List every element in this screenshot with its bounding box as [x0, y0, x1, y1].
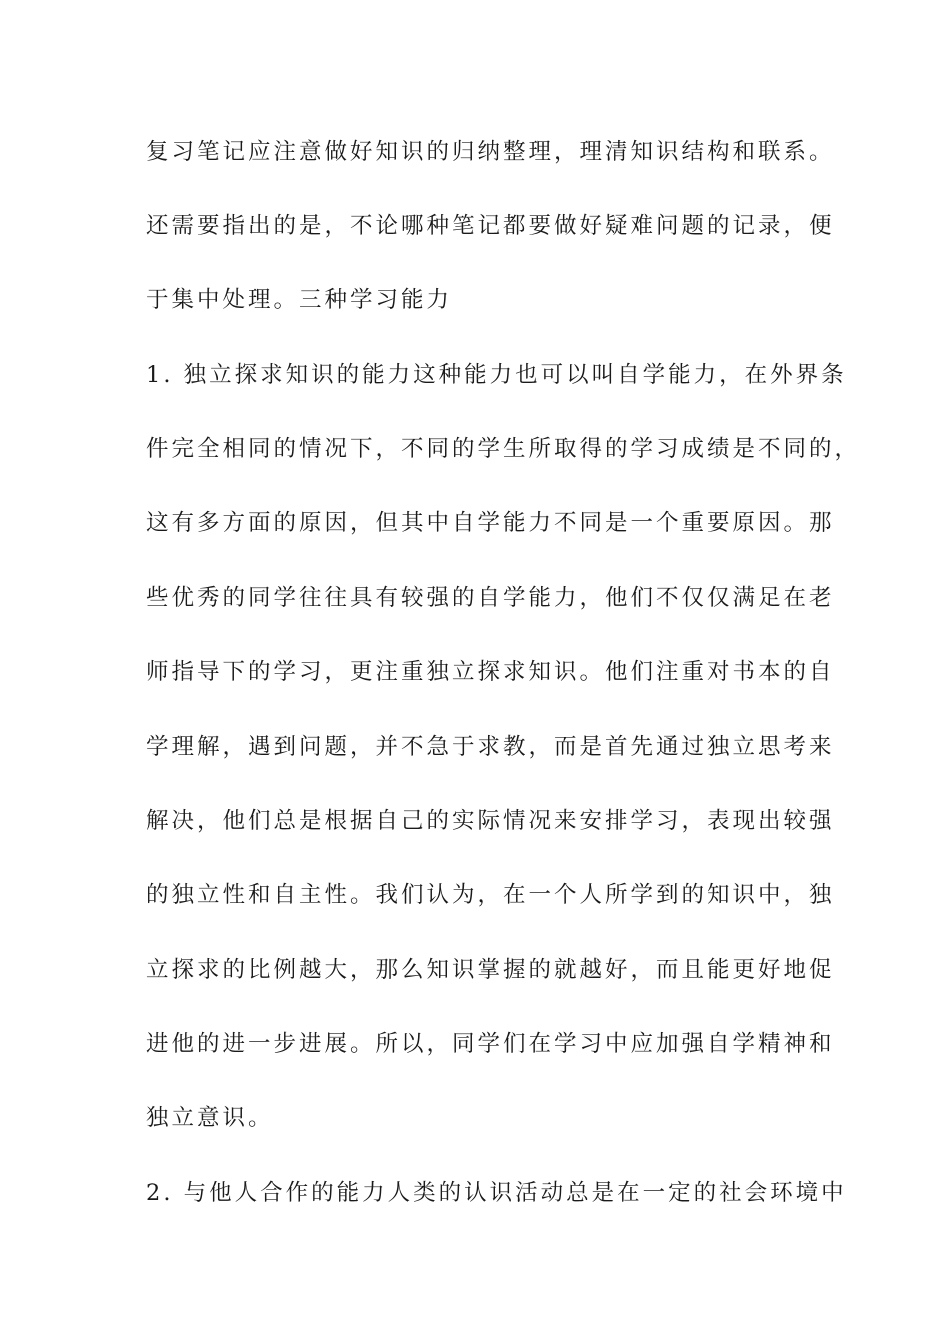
- text-line: 独立意识。: [146, 1105, 274, 1131]
- text-line: 的独立性和自主性。我们认为，在一个人所学到的知识中，独: [146, 882, 835, 908]
- text-line: 复习笔记应注意做好知识的归纳整理，理清知识结构和联系。: [146, 139, 835, 165]
- text-line: 于集中处理。三种学习能力: [146, 287, 453, 313]
- text-line: 学理解，遇到问题，并不急于求教，而是首先通过独立思考来: [146, 734, 835, 760]
- text-line: 进他的进一步进展。所以，同学们在学习中应加强自学精神和: [146, 1031, 835, 1057]
- text-line: 些优秀的同学往往具有较强的自学能力，他们不仅仅满足在老: [146, 585, 835, 611]
- text-line: 件完全相同的情况下，不同的学生所取得的学习成绩是不同的，: [146, 436, 861, 462]
- text-line: 立探求的比例越大，那么知识掌握的就越好，而且能更好地促: [146, 957, 835, 983]
- text-line: 解决，他们总是根据自己的实际情况来安排学习，表现出较强: [146, 808, 835, 834]
- list-item-heading: 2. 与他人合作的能力人类的认识活动总是在一定的社会环境中: [146, 1180, 847, 1206]
- text-line: 还需要指出的是，不论哪种笔记都要做好疑难问题的记录，便: [146, 213, 835, 239]
- text-line: 这有多方面的原因，但其中自学能力不同是一个重要原因。那: [146, 510, 835, 536]
- list-item-heading: 1. 独立探求知识的能力这种能力也可以叫自学能力，在外界条: [146, 362, 847, 388]
- text-line: 师指导下的学习，更注重独立探求知识。他们注重对书本的自: [146, 659, 835, 685]
